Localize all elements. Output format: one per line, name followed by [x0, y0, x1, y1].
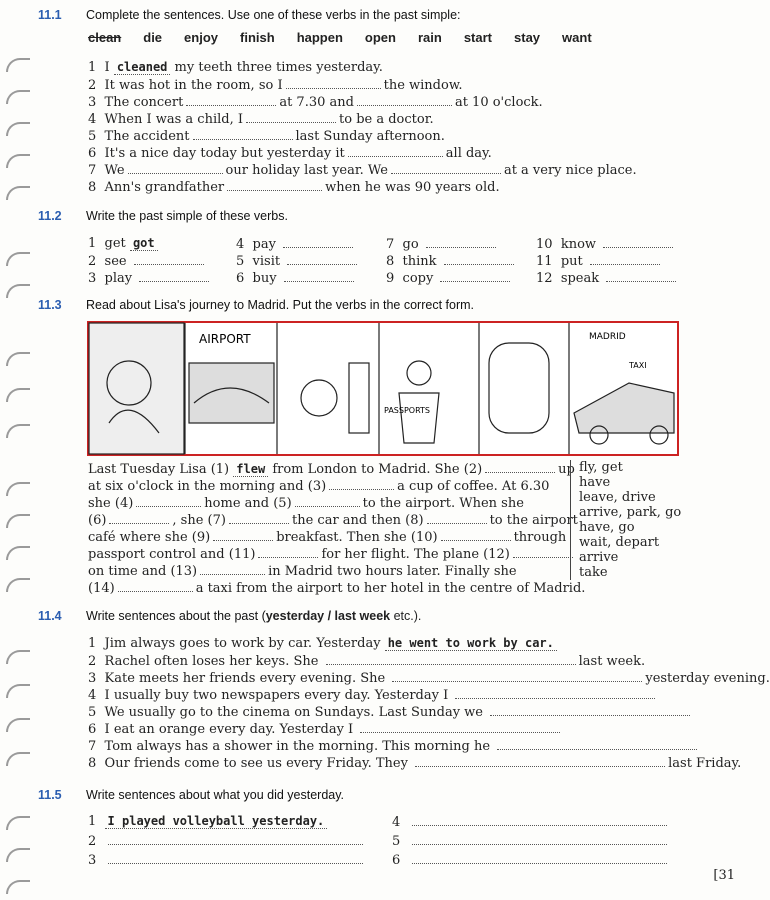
binding-ring: [6, 186, 30, 200]
answer-blank[interactable]: [490, 704, 690, 716]
verb-word: finish: [240, 30, 275, 45]
sentence-text: last Friday.: [668, 756, 742, 771]
sentence-text: to be a doctor.: [339, 112, 434, 127]
spiral-binding: [4, 0, 38, 900]
sentence-text: our holiday last year. We: [225, 163, 388, 178]
item-number: 6: [88, 722, 97, 737]
answer-blank[interactable]: [444, 253, 514, 265]
story-line: [88, 580, 585, 596]
sentence-text: When I was a child, I: [104, 112, 244, 127]
exercise-title-bold: yesterday / last week: [265, 609, 391, 623]
binding-ring: [6, 684, 30, 698]
answer-line: [392, 852, 670, 868]
verb-hint: arrive: [579, 550, 619, 565]
sentence-text: I: [104, 60, 110, 75]
item-number: 1: [88, 636, 97, 651]
item-number: 9: [386, 271, 395, 286]
sentence-line: [88, 60, 383, 75]
verb-word: enjoy: [184, 30, 219, 45]
binding-ring: [6, 578, 30, 592]
binding-ring: [6, 718, 30, 732]
exercise-title: Complete the sentences. Use one of these verbs in the past simple:: [86, 8, 461, 22]
story-text: (14): [88, 581, 115, 596]
verb-word: happen: [296, 30, 343, 45]
verb-item: [536, 253, 663, 269]
item-number: 7: [88, 739, 97, 754]
item-number: 5: [236, 254, 245, 269]
item-number: 4: [88, 112, 97, 127]
answer-blank[interactable]: [227, 179, 322, 191]
story-text: she (4): [88, 496, 134, 511]
item-number: 8: [88, 180, 97, 195]
item-number: 3: [88, 671, 97, 686]
answer-blank[interactable]: [136, 495, 201, 507]
item-number: 2: [88, 78, 97, 93]
binding-ring: [6, 752, 30, 766]
verb-item: [236, 236, 356, 252]
base-verb: speak: [560, 271, 600, 286]
answer-blank[interactable]: [440, 270, 510, 282]
item-number: 2: [88, 654, 97, 669]
sentence-line: [88, 179, 500, 195]
sentence-line: [88, 653, 645, 669]
sentence-text: It was hot in the room, so I: [104, 78, 283, 93]
answer-blank[interactable]: [606, 270, 676, 282]
item-number: 7: [386, 237, 395, 252]
binding-ring: [6, 514, 30, 528]
answer-line: [88, 814, 327, 829]
answer-blank[interactable]: [603, 236, 673, 248]
item-number: 5: [88, 129, 97, 144]
sentence-text: all day.: [445, 146, 492, 161]
exercise-number: 11.1: [38, 8, 62, 22]
story-line: [88, 495, 524, 511]
binding-ring: [6, 482, 30, 496]
journey-illustration: [87, 321, 679, 456]
story-text: passport control and (11): [88, 547, 256, 562]
story-text: to the airport: [489, 513, 578, 528]
verb-hint-column: [570, 460, 689, 580]
verb-item: [536, 270, 679, 286]
item-number: 4: [392, 815, 401, 830]
item-number: 12: [536, 271, 553, 286]
answer-blank[interactable]: [186, 94, 276, 106]
story-line: [88, 512, 578, 528]
sentence-text: I usually buy two newspapers every day. Yesterday I: [104, 688, 449, 703]
base-verb: put: [560, 254, 583, 269]
story-line: [88, 461, 575, 477]
story-text: through: [513, 530, 567, 545]
story-line: [88, 546, 576, 562]
answer-blank[interactable]: [357, 94, 452, 106]
passports-sign: PASSPORTS: [384, 406, 431, 415]
sentence-text: Our friends come to see us every Friday. They: [104, 756, 408, 771]
answer-blank[interactable]: [426, 236, 496, 248]
item-number: 6: [236, 271, 245, 286]
verb-hint: arrive, park, go: [579, 505, 682, 520]
sentence-text: yesterday evening.: [645, 671, 770, 686]
sentence-text: It's a nice day today but yesterday it: [104, 146, 345, 161]
answer-blank[interactable]: [590, 253, 660, 265]
example-answer: flew: [233, 462, 268, 477]
exercise-title: Read about Lisa's journey to Madrid. Put the verbs in the correct form.: [86, 298, 474, 312]
sentence-text: We: [104, 163, 125, 178]
sentence-line: [88, 721, 563, 737]
answer-blank[interactable]: [427, 512, 487, 524]
story-text: at six o'clock in the morning and (3): [88, 479, 327, 494]
sentence-line: [88, 162, 637, 178]
verb-hint: have: [579, 475, 611, 490]
binding-ring: [6, 252, 30, 266]
answer-blank[interactable]: [287, 253, 357, 265]
binding-ring: [6, 58, 30, 72]
verb-word: rain: [417, 30, 442, 45]
exercise-11-4-header: [38, 609, 421, 623]
base-verb: see: [104, 254, 127, 269]
binding-ring: [6, 90, 30, 104]
verb-item: [88, 270, 212, 286]
item-number: 3: [88, 95, 97, 110]
example-answer: I played volleyball yesterday.: [105, 814, 328, 829]
sentence-text: at 10 o'clock.: [454, 95, 543, 110]
story-text: café where she (9): [88, 530, 211, 545]
sentence-text: Jim always goes to work by car. Yesterday: [104, 636, 381, 651]
binding-ring: [6, 154, 30, 168]
answer-blank[interactable]: [326, 653, 576, 665]
answer-blank[interactable]: [284, 270, 354, 282]
verb-word: stay: [514, 30, 541, 45]
answer-line: [88, 852, 366, 868]
base-verb: play: [104, 271, 133, 286]
sentence-line: [88, 145, 492, 161]
item-number: 8: [88, 756, 97, 771]
story-text: for her flight. The plane (12): [321, 547, 510, 562]
story-line: [88, 478, 549, 494]
exercise-11-5-header: [38, 788, 344, 802]
example-answer: got: [130, 236, 158, 251]
sentence-text: Tom always has a shower in the morning. This morning he: [104, 739, 491, 754]
answer-blank[interactable]: [412, 814, 667, 826]
story-text: up: [558, 462, 575, 477]
sentence-line: [88, 687, 658, 703]
answer-blank[interactable]: [246, 111, 336, 123]
base-verb: buy: [252, 271, 277, 286]
sentence-line: [88, 111, 434, 127]
item-number: 4: [236, 237, 245, 252]
binding-ring: [6, 880, 30, 894]
sentence-line: [88, 77, 463, 93]
sentence-line: [88, 704, 693, 720]
answer-blank[interactable]: [108, 852, 363, 864]
verb-item: [88, 236, 158, 251]
sentence-text: The concert: [104, 95, 184, 110]
verb-item: [236, 253, 360, 269]
exercise-11-2-header: [38, 209, 288, 223]
page-number: [31: [713, 868, 735, 883]
answer-blank[interactable]: [213, 529, 273, 541]
exercise-title: Write the past simple of these verbs.: [86, 209, 288, 223]
item-number: 3: [88, 271, 97, 286]
answer-blank[interactable]: [415, 755, 665, 767]
story-text: a taxi from the airport to her hotel in the centre of Madrid.: [195, 581, 586, 596]
story-text: the car and then (8): [291, 513, 424, 528]
binding-ring: [6, 816, 30, 830]
answer-blank[interactable]: [193, 128, 293, 140]
binding-ring: [6, 284, 30, 298]
story-text: from London to Madrid. She (2): [272, 462, 483, 477]
sentence-text: We usually go to the cinema on Sundays. Last Sunday we: [104, 705, 484, 720]
answer-blank[interactable]: [134, 253, 204, 265]
answer-blank[interactable]: [109, 512, 169, 524]
sentence-line: [88, 670, 770, 686]
verb-word: clean: [88, 30, 122, 45]
answer-line: [392, 814, 670, 830]
exercise-number: 11.5: [38, 788, 62, 802]
sentence-text: I eat an orange every day. Yesterday I: [104, 722, 354, 737]
verb-word: want: [562, 30, 592, 45]
verb-hint: fly, get: [579, 460, 623, 475]
item-number: 3: [88, 853, 97, 868]
answer-blank[interactable]: [360, 721, 560, 733]
story-line: [88, 563, 517, 579]
verb-item: [386, 253, 517, 269]
verb-word: start: [463, 30, 493, 45]
answer-blank[interactable]: [513, 546, 573, 558]
answer-blank[interactable]: [258, 546, 318, 558]
exercise-11-3-header: [38, 298, 474, 312]
binding-ring: [6, 388, 30, 402]
item-number: 11: [536, 254, 553, 269]
story-text: a cup of coffee. At 6.30: [397, 479, 550, 494]
binding-ring: [6, 424, 30, 438]
story-text: breakfast. Then she (10): [276, 530, 438, 545]
sentence-line: [88, 94, 543, 110]
verb-list: [88, 30, 614, 45]
verb-hint: have, go: [579, 520, 635, 535]
item-number: 6: [392, 853, 401, 868]
answer-blank[interactable]: [200, 563, 265, 575]
item-number: 8: [386, 254, 395, 269]
sentence-line: [88, 755, 741, 771]
verb-item: [536, 236, 676, 252]
answer-blank[interactable]: [229, 512, 289, 524]
binding-ring: [6, 122, 30, 136]
verb-item: [88, 253, 207, 269]
verb-hint: leave, drive: [579, 490, 656, 505]
answer-blank[interactable]: [497, 738, 697, 750]
sentence-text: when he was 90 years old.: [325, 180, 500, 195]
item-number: 2: [88, 254, 97, 269]
answer-blank[interactable]: [128, 162, 223, 174]
sentence-text: Rachel often loses her keys. She: [104, 654, 319, 669]
item-number: 1: [88, 814, 97, 829]
verb-item: [386, 270, 513, 286]
sentence-line: [88, 636, 557, 651]
verb-word: die: [143, 30, 163, 45]
binding-ring: [6, 848, 30, 862]
answer-blank[interactable]: [412, 833, 667, 845]
verb-hint: take: [579, 565, 608, 580]
madrid-sign: MADRID: [589, 332, 626, 342]
answer-blank[interactable]: [391, 162, 501, 174]
sentence-text: at 7.30 and: [279, 95, 354, 110]
base-verb: know: [560, 237, 597, 252]
sentence-line: [88, 738, 700, 754]
answer-blank[interactable]: [485, 461, 555, 473]
exercise-title: etc.).: [390, 609, 422, 623]
story-text: (6): [88, 513, 107, 528]
sentence-text: last Sunday afternoon.: [295, 129, 445, 144]
answer-blank[interactable]: [286, 77, 381, 89]
answer-blank[interactable]: [392, 670, 642, 682]
exercise-title: Write sentences about the past (: [86, 609, 266, 623]
example-answer: he went to work by car.: [385, 636, 557, 651]
item-number: 10: [536, 237, 553, 252]
sentence-text: Kate meets her friends every evening. She: [104, 671, 386, 686]
answer-blank[interactable]: [108, 833, 363, 845]
answer-blank[interactable]: [329, 478, 394, 490]
item-number: 6: [88, 146, 97, 161]
story-text: Last Tuesday Lisa (1): [88, 462, 230, 477]
binding-ring: [6, 650, 30, 664]
illustration-strip: [89, 323, 677, 454]
answer-blank[interactable]: [283, 236, 353, 248]
exercise-number: 11.2: [38, 209, 62, 223]
verb-word: open: [364, 30, 396, 45]
verb-item: [236, 270, 357, 286]
answer-blank[interactable]: [295, 495, 360, 507]
item-number: 5: [88, 705, 97, 720]
story-text: to the airport. When she: [362, 496, 524, 511]
item-number: 1: [88, 236, 97, 251]
story-text: on time and (13): [88, 564, 198, 579]
item-number: 1: [88, 60, 97, 75]
item-number: 7: [88, 163, 97, 178]
airport-sign: AIRPORT: [199, 332, 251, 346]
exercise-11-1-header: [38, 8, 461, 22]
example-answer: cleaned: [114, 60, 171, 75]
answer-blank[interactable]: [412, 852, 667, 864]
sentence-text: the window.: [383, 78, 463, 93]
answer-line: [88, 833, 366, 849]
item-number: 2: [88, 834, 97, 849]
sentence-text: The accident: [104, 129, 190, 144]
exercise-title: Write sentences about what you did yesterday.: [86, 788, 345, 802]
exercise-number: 11.3: [38, 298, 62, 312]
story-text: , she (7): [172, 513, 226, 528]
answer-blank[interactable]: [348, 145, 443, 157]
story-text: home and (5): [204, 496, 292, 511]
sentence-text: Ann's grandfather: [104, 180, 225, 195]
base-verb: visit: [252, 254, 281, 269]
base-verb: go: [402, 237, 419, 252]
verb-hint: wait, depart: [579, 535, 660, 550]
sentence-text: my teeth three times yesterday.: [174, 60, 383, 75]
base-verb: copy: [402, 271, 434, 286]
sentence-line: [88, 128, 445, 144]
base-verb: get: [104, 236, 126, 251]
answer-blank[interactable]: [118, 580, 193, 592]
answer-blank[interactable]: [455, 687, 655, 699]
taxi-sign: TAXI: [629, 361, 647, 370]
answer-blank[interactable]: [139, 270, 209, 282]
item-number: 5: [392, 834, 401, 849]
answer-blank[interactable]: [441, 529, 511, 541]
sentence-text: at a very nice place.: [503, 163, 637, 178]
binding-ring: [6, 352, 30, 366]
story-line: [88, 529, 566, 545]
verb-item: [386, 236, 499, 252]
binding-ring: [6, 546, 30, 560]
exercise-number: 11.4: [38, 609, 62, 623]
item-number: 4: [88, 688, 97, 703]
base-verb: pay: [252, 237, 276, 252]
sentence-text: last week.: [578, 654, 646, 669]
base-verb: think: [402, 254, 437, 269]
answer-line: [392, 833, 670, 849]
story-text: in Madrid two hours later. Finally she: [268, 564, 517, 579]
